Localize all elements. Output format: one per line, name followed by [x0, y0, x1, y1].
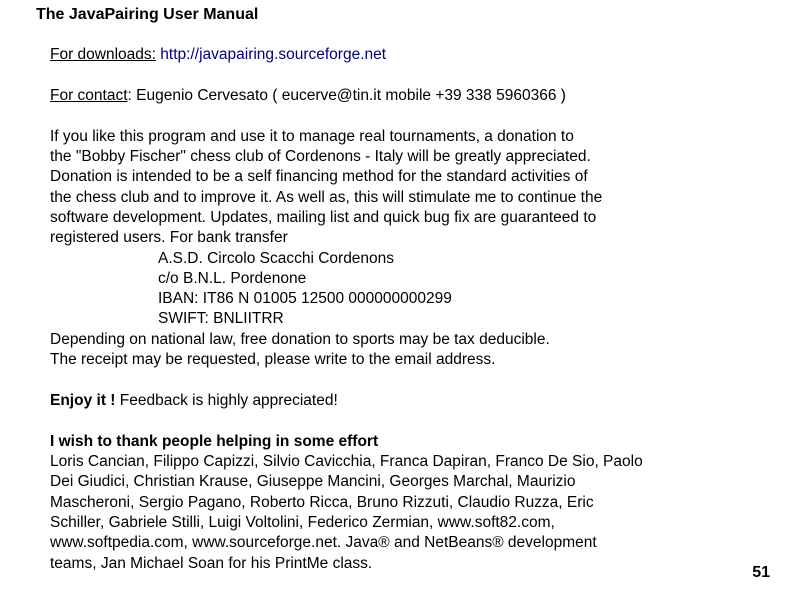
enjoy-bold: Enjoy it ! — [50, 391, 116, 409]
contact-label: For contact — [50, 86, 128, 104]
enjoy-line — [50, 391, 795, 411]
tax-line: Depending on national law, free donation to sports may be tax deducible. — [50, 330, 550, 348]
spacer — [50, 411, 795, 432]
thanks-line: Schiller, Gabriele Stilli, Luigi Voltolini, Federico Zermian, www.soft82.com, — [50, 514, 555, 532]
donation-line: the "Bobby Fischer" chess club of Cordenons - Italy will be greatly appreciated. — [50, 148, 591, 166]
thanks-heading: I wish to thank people helping in some effort — [50, 432, 379, 450]
donation-line: registered users. For bank transfer — [50, 229, 288, 247]
page-title: The JavaPairing User Manual — [36, 6, 259, 23]
contact-line — [50, 86, 795, 106]
downloads-label: For downloads: — [50, 46, 156, 63]
manual-content — [50, 45, 795, 574]
enjoy-text: Feedback is highly appreciated! — [115, 391, 338, 409]
bank-swift: SWIFT: BNLIITRR — [158, 310, 284, 328]
spacer — [50, 65, 795, 86]
donation-line: the chess club and to improve it. As well as, this will stimulate me to continue the — [50, 188, 603, 206]
thanks-line: teams, Jan Michael Soan for his PrintMe class. — [50, 554, 373, 572]
bank-iban: IBAN: IT86 N 01005 12500 000000000299 — [158, 290, 452, 308]
contact-text: : Eugenio Cervesato ( eucerve@tin.it mobile +39 338 5960366 ) — [127, 86, 566, 104]
downloads-line — [50, 45, 795, 65]
donation-line: If you like this program and use it to manage real tournaments, a donation to — [50, 127, 574, 145]
bank-branch: c/o B.N.L. Pordenone — [158, 269, 307, 287]
thanks-line: Dei Giudici, Christian Krause, Giuseppe Mancini, Georges Marchal, Maurizio — [50, 473, 576, 491]
downloads-link[interactable]: http://javapairing.sourceforge.net — [160, 46, 387, 63]
thanks-line: Loris Cancian, Filippo Capizzi, Silvio Cavicchia, Franca Dapiran, Franco De Sio, Paolo — [50, 453, 643, 471]
thanks-line: www.softpedia.com, www.sourceforge.net. Java® and NetBeans® development — [50, 534, 597, 552]
donation-line: Donation is intended to be a self financing method for the standard activities of — [50, 168, 588, 186]
page-number: 51 — [752, 564, 770, 581]
tax-line: The receipt may be requested, please write to the email address. — [50, 351, 496, 369]
spacer — [50, 106, 795, 127]
thanks-line: Mascheroni, Sergio Pagano, Roberto Ricca, Bruno Rizzuti, Claudio Ruzza, Eric — [50, 493, 594, 511]
spacer — [50, 370, 795, 391]
bank-name: A.S.D. Circolo Scacchi Cordenons — [158, 249, 395, 267]
donation-line: software development. Updates, mailing list and quick bug fix are guaranteed to — [50, 208, 597, 226]
